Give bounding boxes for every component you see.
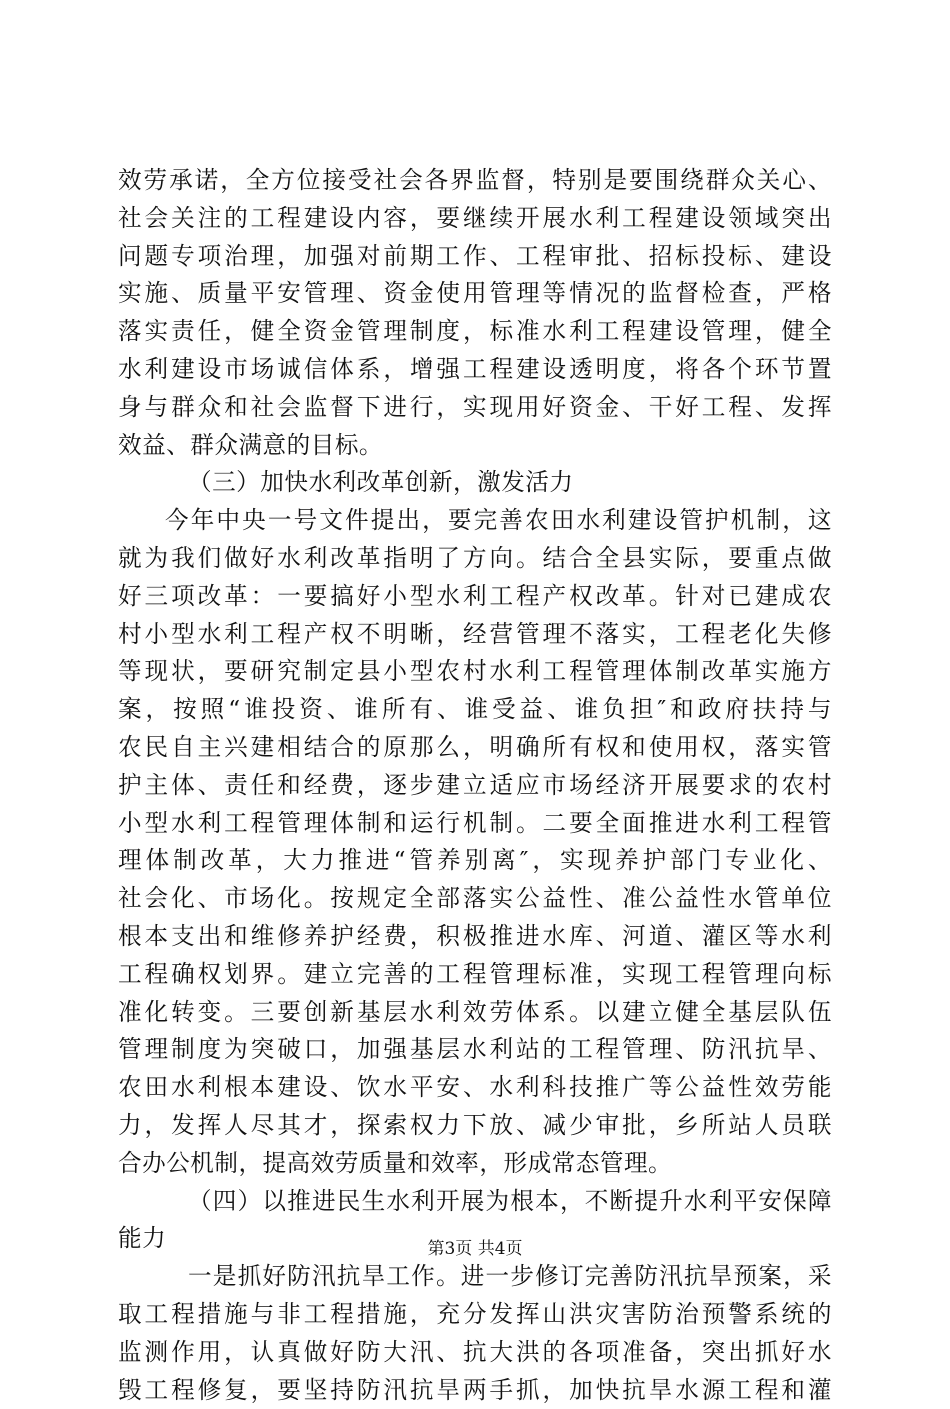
text-line: 效益、群众满意的目标。: [118, 427, 832, 465]
text-line: 管理制度为突破口，加强基层水利站的工程管理、防汛抗旱、: [118, 1031, 832, 1069]
text-line: 社会化、市场化。按规定全部落实公益性、准公益性水管单位: [118, 880, 832, 918]
text-line: 实施、质量平安管理、资金使用管理等情况的监督检查，严格: [118, 275, 832, 313]
text-line: 取工程措施与非工程措施，充分发挥山洪灾害防治预警系统的: [118, 1296, 832, 1334]
text-line: 社会关注的工程建设内容，要继续开展水利工程建设领域突出: [118, 200, 832, 238]
section-heading-3: （三）加快水利改革创新，激发活力: [118, 464, 832, 502]
text-line: 监测作用，认真做好防大汛、抗大洪的各项准备，突出抓好水: [118, 1334, 832, 1372]
text-line: 毁工程修复，要坚持防汛抗旱两手抓，加快抗旱水源工程和灌: [118, 1372, 832, 1409]
text-line: 好三项改革：一要搞好小型水利工程产权改革。针对已建成农: [118, 578, 832, 616]
text-line: 落实责任，健全资金管理制度，标准水利工程建设管理，健全: [118, 313, 832, 351]
text-line: 理体制改革，大力推进“管养别离″，实现养护部门专业化、: [118, 842, 832, 880]
text-line: 小型水利工程管理体制和运行机制。二要全面推进水利工程管: [118, 805, 832, 843]
text-line: 合办公机制，提高效劳质量和效率，形成常态管理。: [118, 1145, 832, 1183]
text-line: 工程确权划界。建立完善的工程管理标准，实现工程管理向标: [118, 956, 832, 994]
text-line: 农田水利根本建设、饮水平安、水利科技推广等公益性效劳能: [118, 1069, 832, 1107]
text-line: 根本支出和维修养护经费，积极推进水库、河道、灌区等水利: [118, 918, 832, 956]
text-line: 力，发挥人尽其才，探索权力下放、减少审批，乡所站人员联: [118, 1107, 832, 1145]
text-line: 等现状，要研究制定县小型农村水利工程管理体制改革实施方: [118, 653, 832, 691]
text-line: 今年中央一号文件提出，要完善农田水利建设管护机制，这: [118, 502, 832, 540]
text-line: 一是抓好防汛抗旱工作。进一步修订完善防汛抗旱预案，采: [118, 1258, 832, 1296]
section-heading-4: （四）以推进民生水利开展为根本，不断提升水利平安保障: [118, 1183, 832, 1221]
document-body: [118, 162, 832, 1409]
text-line: 护主体、责任和经费，逐步建立适应市场经济开展要求的农村: [118, 767, 832, 805]
text-line: 身与群众和社会监督下进行，实现用好资金、干好工程、发挥: [118, 389, 832, 427]
text-line: 村小型水利工程产权不明晰，经营管理不落实，工程老化失修: [118, 616, 832, 654]
text-line: 水利建设市场诚信体系，增强工程建设透明度，将各个环节置: [118, 351, 832, 389]
text-line: 农民自主兴建相结合的原那么，明确所有权和使用权，落实管: [118, 729, 832, 767]
page-number-footer: 第3页 共4页: [0, 1237, 950, 1261]
text-line: 问题专项治理，加强对前期工作、工程审批、招标投标、建设: [118, 238, 832, 276]
text-line: 案，按照“谁投资、谁所有、谁受益、谁负担″和政府扶持与: [118, 691, 832, 729]
text-line: 效劳承诺，全方位接受社会各界监督，特别是要围绕群众关心、: [118, 162, 832, 200]
text-line: 准化转变。三要创新基层水利效劳体系。以建立健全基层队伍: [118, 994, 832, 1032]
text-line: 能力: [118, 1220, 832, 1258]
text-line: 就为我们做好水利改革指明了方向。结合全县实际，要重点做: [118, 540, 832, 578]
